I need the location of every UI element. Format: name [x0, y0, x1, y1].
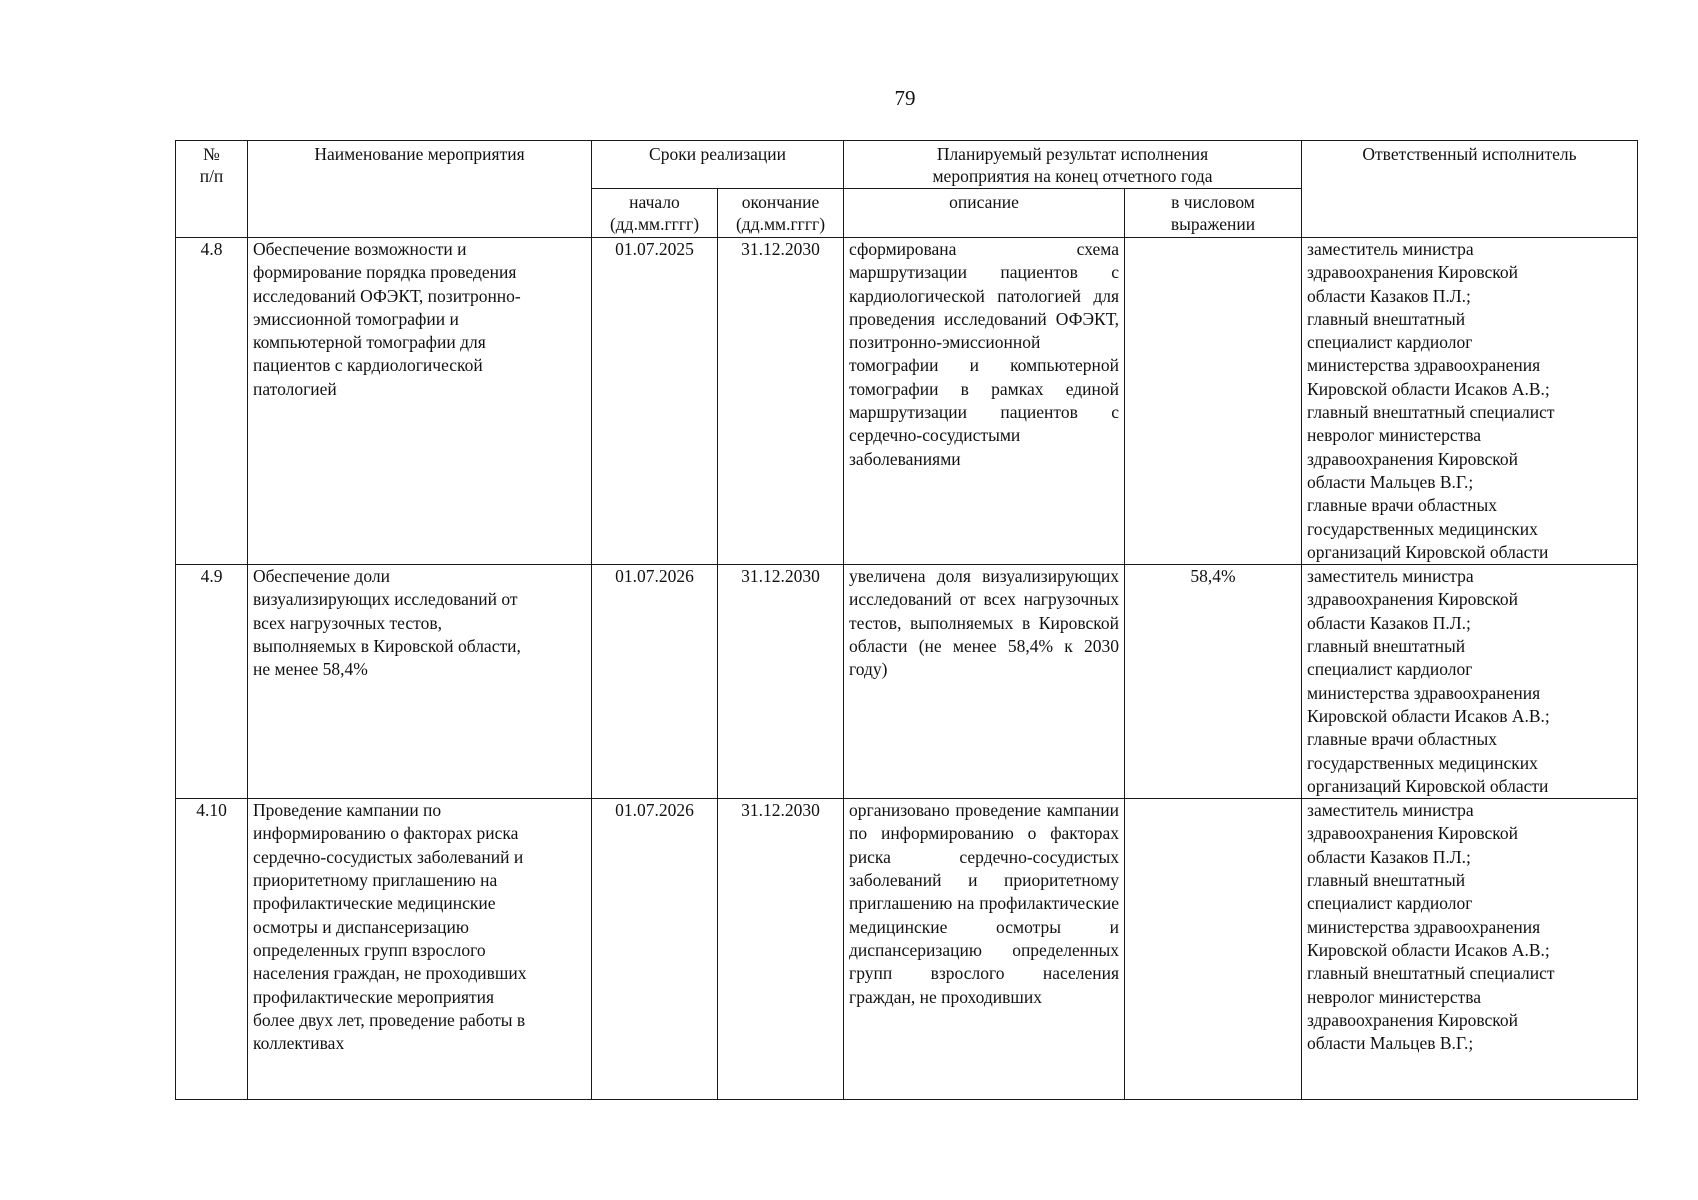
header-responsible: Ответственный исполнитель	[1302, 141, 1638, 238]
activity-name: Обеспечение доли визуализирующих исследований от всех нагрузочных тестов, выполняемых в Кировской области, не менее 58,4%	[248, 565, 592, 799]
result-value	[1125, 799, 1302, 1100]
table-row	[176, 799, 1638, 1100]
activity-name: Обеспечение возможности и формирование порядка проведения исследований ОФЭКТ, позитронно- эмиссионной томографии и компьютерной томографии для пациентов с кардиологической патологией	[248, 238, 592, 565]
table-row	[176, 238, 1638, 565]
header-start: начало (дд.мм.гггг)	[592, 189, 718, 238]
row-number: 4.9	[176, 565, 248, 799]
header-planned-result: Планируемый результат исполнения мероприятия на конец отчетного года	[844, 141, 1302, 189]
header-description: описание	[844, 189, 1125, 238]
start-date: 01.07.2026	[592, 565, 718, 799]
start-date: 01.07.2025	[592, 238, 718, 565]
end-date: 31.12.2030	[718, 565, 844, 799]
activity-name: Проведение кампании по информированию о факторах риска сердечно-сосудистых заболеваний и приоритетному приглашению на профилактические медицинские осмотры и диспансеризацию определенных групп взрослого населения граждан, не проходивших профилактические мероприятия более двух лет, проведение работы в коллективах	[248, 799, 592, 1100]
table-header-row-1	[176, 141, 1638, 189]
header-end: окончание (дд.мм.гггг)	[718, 189, 844, 238]
header-terms: Сроки реализации	[592, 141, 844, 189]
row-number: 4.10	[176, 799, 248, 1100]
result-value: 58,4%	[1125, 565, 1302, 799]
activities-table	[175, 140, 1638, 1100]
responsible-executor: заместитель министра здравоохранения Кировской области Казаков П.Л.; главный внештатный специалист кардиолог министерства здравоохранения Кировской области Исаков А.В.; главный внештатный специалист невролог министерства здравоохранения Кировской области Мальцев В.Г.; главные врачи областных государственных медицинских организаций Кировской области	[1302, 238, 1638, 565]
result-description: сформирована схема маршрутизации пациентов с кардиологической патологией для проведения исследований ОФЭКТ, позитронно-эмиссионной томографии и компьютерной томографии в рамках единой маршрутизации пациентов с сердечно-сосудистыми заболеваниями	[844, 238, 1125, 565]
result-value	[1125, 238, 1302, 565]
header-name: Наименование мероприятия	[248, 141, 592, 238]
table-row	[176, 565, 1638, 799]
result-description: увеличена доля визуализирующих исследований от всех нагрузочных тестов, выполняемых в Кировской области (не менее 58,4% к 2030 году)	[844, 565, 1125, 799]
header-numeric-value: в числовом выражении	[1125, 189, 1302, 238]
header-num: № п/п	[176, 141, 248, 238]
responsible-executor: заместитель министра здравоохранения Кировской области Казаков П.Л.; главный внештатный специалист кардиолог министерства здравоохранения Кировской области Исаков А.В.; главный внештатный специалист невролог министерства здравоохранения Кировской области Мальцев В.Г.;	[1302, 799, 1638, 1100]
result-description: организовано проведение кампании по информированию о факторах риска сердечно-сосудистых заболеваний и приоритетному приглашению на профилактические медицинские осмотры и диспансеризацию определенных групп взрослого населения граждан, не проходивших	[844, 799, 1125, 1100]
responsible-executor: заместитель министра здравоохранения Кировской области Казаков П.Л.; главный внештатный специалист кардиолог министерства здравоохранения Кировской области Исаков А.В.; главные врачи областных государственных медицинских организаций Кировской области	[1302, 565, 1638, 799]
row-number: 4.8	[176, 238, 248, 565]
page-number: 79	[894, 86, 916, 110]
end-date: 31.12.2030	[718, 799, 844, 1100]
end-date: 31.12.2030	[718, 238, 844, 565]
start-date: 01.07.2026	[592, 799, 718, 1100]
